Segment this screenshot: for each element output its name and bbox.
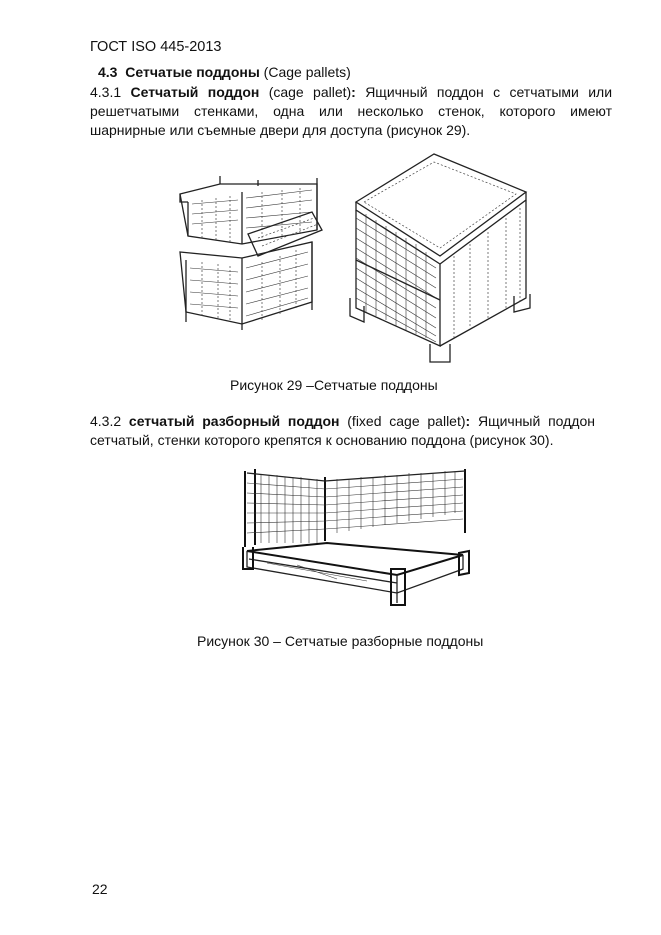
term-colon: : <box>351 84 356 100</box>
term-number: 4.3.1 <box>90 84 122 100</box>
figure-29-stacked-cage-pallets <box>172 172 332 332</box>
term-number: 4.3.2 <box>90 413 122 429</box>
term-name-part2: оддон <box>216 84 260 100</box>
term-name-part1: Сетчатый п <box>130 84 217 100</box>
term-name-en: (cage pallet) <box>268 84 352 100</box>
term-colon: : <box>465 413 471 429</box>
term-name-en: (fixed cage pallet) <box>347 413 466 429</box>
figure-30-fixed-cage-pallet <box>237 463 472 613</box>
term-definition: Ящичный поддон сетчатый, стенки которого крепятся к основанию поддона (рисунок 30). <box>90 413 595 448</box>
term-4-3-2 <box>90 412 595 450</box>
figure-29-covered-cage-pallet <box>342 148 532 363</box>
section-title: Сетчатые поддоны <box>125 64 260 80</box>
page-number: 22 <box>92 881 108 897</box>
section-number: 4.3 <box>98 64 118 80</box>
term-definition: Ящичный поддон с сетчатыми или решетчатыми стенками, одна или несколько стенок, которого имеют шарнирные или съемные двери для доступа (рисунок 29). <box>90 84 613 138</box>
section-heading <box>98 64 351 80</box>
section-title-en: (Cage pallets) <box>263 64 351 80</box>
figure-29-caption: Рисунок 29 –Сетчатые поддоны <box>230 377 438 393</box>
figure-30-caption: Рисунок 30 – Сетчатые разборные поддоны <box>197 633 484 649</box>
term-4-3-1 <box>90 83 612 140</box>
term-name: сетчатый разборный поддон <box>128 413 340 429</box>
document-header: ГОСТ ISO 445-2013 <box>90 39 222 55</box>
